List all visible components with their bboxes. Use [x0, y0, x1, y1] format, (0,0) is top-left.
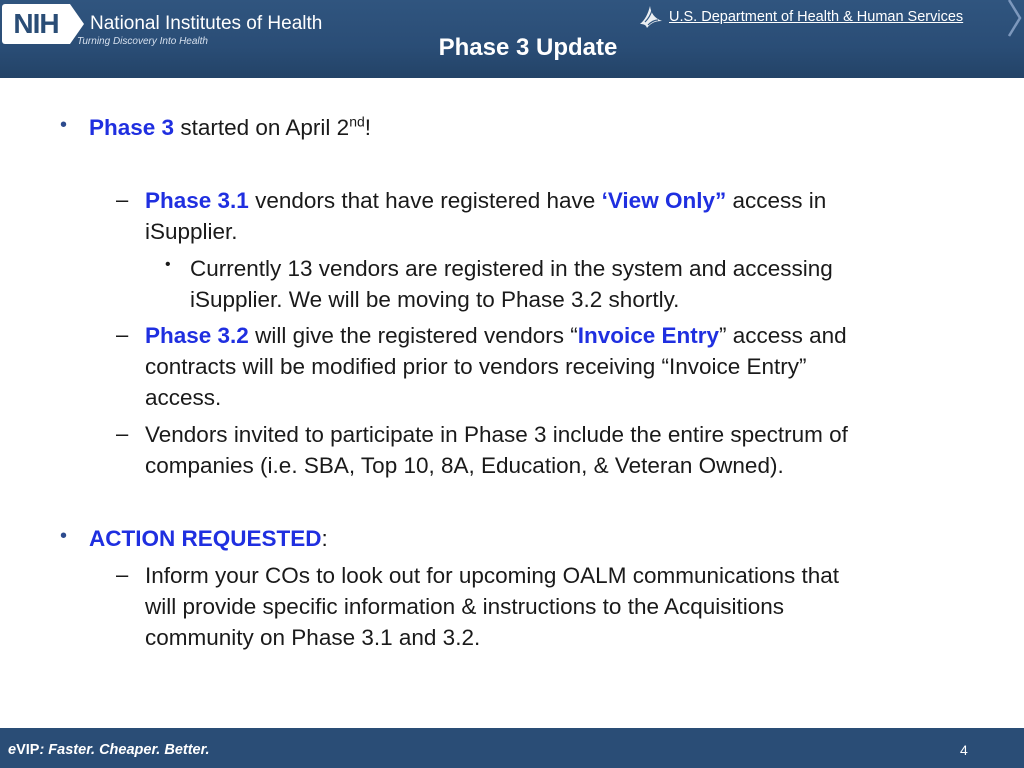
subitem-phase32-line3: access.: [145, 385, 222, 410]
subitem-text: vendors that have registered have: [255, 188, 596, 213]
subitem-vendors-line2: companies (i.e. SBA, Top 10, 8A, Education, & Veteran Owned).: [145, 453, 784, 478]
footer-brand: [8, 742, 210, 758]
header-bar: [0, 0, 1024, 78]
subitem-phase32-line2: contracts will be modified prior to vendors receiving “Invoice Entry”: [145, 354, 807, 379]
phase3-label: Phase 3: [89, 115, 175, 140]
phase32-label: Phase 3.2: [145, 323, 249, 348]
bullet-text-end: :: [321, 526, 328, 551]
view-only-label: ‘View Only”: [601, 188, 727, 213]
page-number: 4: [960, 742, 968, 758]
dash-marker: –: [116, 562, 129, 587]
subitem-phase31: [145, 186, 826, 216]
bullet-marker: •: [60, 114, 68, 136]
brand-e: e: [8, 742, 17, 758]
invoice-entry-label: Invoice Entry: [577, 323, 720, 348]
subitem-text: will give the registered vendors “: [255, 323, 578, 348]
phase31-label: Phase 3.1: [145, 188, 249, 213]
dash-marker: –: [116, 187, 129, 212]
subsubitem-line2: iSupplier. We will be moving to Phase 3.2 shortly.: [190, 287, 680, 312]
org-tagline: Turning Discovery Into Health: [77, 36, 208, 47]
ordinal-suffix: nd: [349, 113, 365, 130]
action-requested-label: ACTION REQUESTED: [89, 526, 322, 551]
subitem-phase32: [145, 321, 847, 351]
subitem-text-end: access in: [732, 188, 827, 213]
chevron-right-icon: [1006, 0, 1024, 38]
subsubitem-line1: Currently 13 vendors are registered in the system and accessing: [190, 256, 833, 281]
hhs-eagle-icon: [636, 2, 666, 32]
dash-marker: –: [116, 322, 129, 347]
bullet-marker: •: [165, 256, 171, 273]
slide-title: Phase 3 Update: [438, 34, 618, 61]
brand-name: VIP: [16, 742, 40, 758]
subitem-inform-line3: community on Phase 3.1 and 3.2.: [145, 625, 481, 650]
bullet-action-requested: [89, 524, 328, 554]
subitem-phase31-line2: iSupplier.: [145, 219, 238, 244]
bullet-text-end: !: [364, 115, 372, 140]
bullet-phase3: [89, 113, 371, 143]
nih-logo-text: NIH: [13, 8, 59, 39]
subitem-vendors-line1: Vendors invited to participate in Phase 3 include the entire spectrum of: [145, 422, 848, 447]
subitem-inform-line1: Inform your COs to look out for upcoming OALM communications that: [145, 563, 840, 588]
footer-slogan: : Faster. Cheaper. Better.: [39, 742, 210, 758]
org-name: National Institutes of Health: [90, 13, 323, 34]
subitem-text-end: ” access and: [719, 323, 847, 348]
bullet-text: started on April 2: [180, 115, 350, 140]
bullet-marker: •: [60, 525, 68, 547]
subitem-inform-line2: will provide specific information & instructions to the Acquisitions: [145, 594, 785, 619]
footer-bar: [0, 728, 1024, 768]
hhs-link[interactable]: U.S. Department of Health & Human Services: [669, 9, 964, 25]
dash-marker: –: [116, 421, 129, 446]
